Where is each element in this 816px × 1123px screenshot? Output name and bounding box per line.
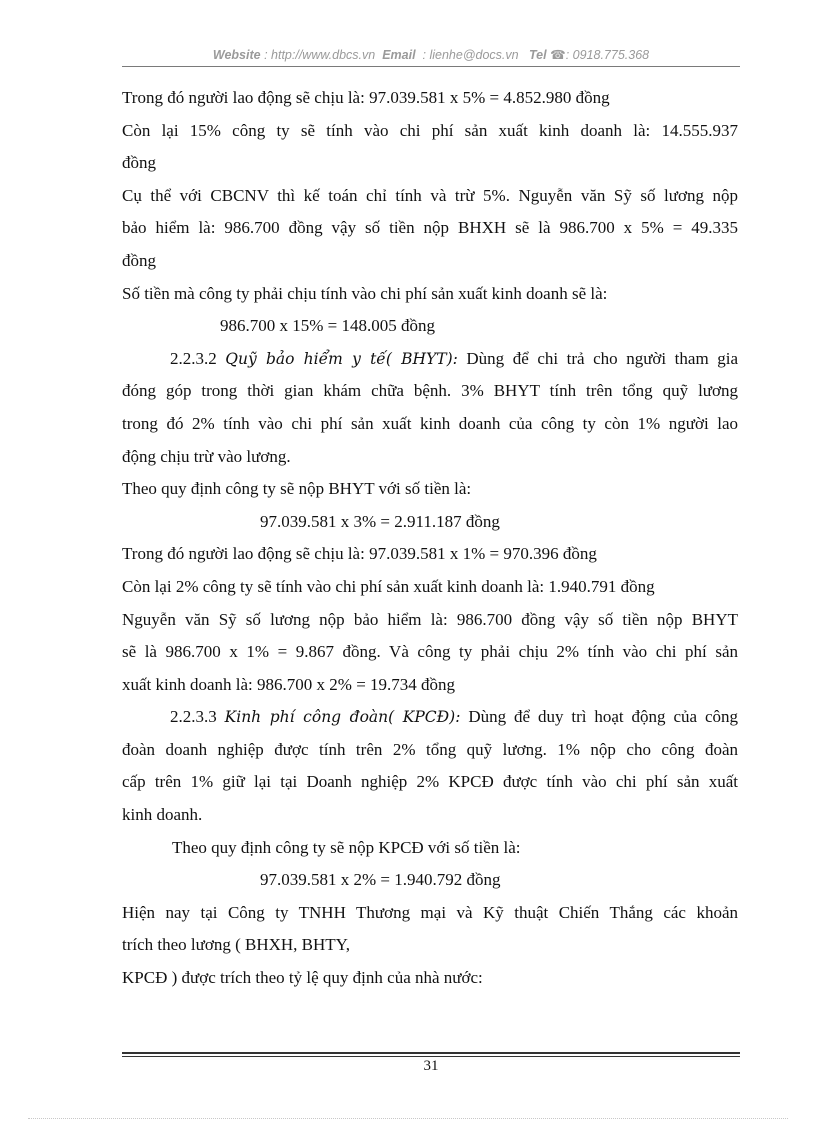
text-line: bảo hiểm là: 986.700 đồng vậy số tiền nộp BHXH sẽ là 986.700 x 5% = 49.335: [122, 218, 738, 238]
text-line: Theo quy định công ty sẽ nộp KPCĐ với số tiền là:: [172, 837, 521, 857]
section-heading-line: [122, 701, 738, 734]
text-line: sẽ là 986.700 x 1% = 9.867 đồng. Và công ty phải chịu 2% tính vào chi phí sản: [122, 642, 738, 662]
website-label: Website: [212, 48, 261, 62]
email-address: : lienhe@docs.vn: [422, 48, 519, 62]
phone-icon: ☎: [550, 48, 566, 62]
calculation-line: 97.039.581 x 2% = 1.940.792 đồng: [260, 870, 501, 890]
section-text: Dùng để chi trả cho người tham gia: [466, 348, 738, 368]
text-line: động chịu trừ vào lương.: [122, 446, 291, 466]
text-line: Theo quy định công ty sẽ nộp BHYT với số tiền là:: [122, 479, 472, 499]
text-line: trong đó 2% tính vào chi phí sản xuất kinh doanh của công ty còn 1% người lao: [122, 413, 738, 433]
text-line: Trong đó người lao động sẽ chịu là: 97.039.581 x 1% = 970.396 đồng: [122, 544, 597, 564]
text-line: đoàn doanh nghiệp được tính trên 2% tổng quỹ lương. 1% nộp cho công đoàn: [122, 739, 738, 759]
text-line: Còn lại 2% công ty sẽ tính vào chi phí sản xuất kinh doanh là: 1.940.791 đồng: [122, 576, 655, 596]
text-line: đồng: [122, 250, 156, 270]
text-line: đóng góp trong thời gian khám chữa bệnh. 3% BHYT tính trên tổng quỹ lương: [122, 381, 738, 401]
text-line: Cụ thể với CBCNV thì kế toán chỉ tính và trừ 5%. Nguyễn văn Sỹ số lương nộp: [122, 185, 738, 205]
section-title: Kinh phí công đoàn( KPCĐ):: [224, 708, 461, 727]
page-header: [122, 47, 740, 62]
text-line: trích theo lương ( BHXH, BHTY,: [122, 935, 351, 955]
text-line: Trong đó người lao động sẽ chịu là: 97.039.581 x 5% = 4.852.980 đồng: [122, 88, 610, 107]
text-line: kinh doanh.: [122, 805, 203, 825]
tel-label: Tel: [529, 48, 547, 62]
tel-number: : 0918.775.368: [565, 48, 650, 62]
document-body: [122, 82, 738, 995]
section-text: Dùng để duy trì hoạt động của công: [468, 707, 738, 727]
calculation-line: 97.039.581 x 3% = 2.911.187 đồng: [260, 511, 500, 531]
calculation-line: 986.700 x 15% = 148.005 đồng: [220, 316, 435, 336]
text-line: đồng: [122, 153, 156, 173]
text-line: cấp trên 1% giữ lại tại Doanh nghiệp 2% KPCĐ được tính vào chi phí sản xuất: [122, 772, 738, 792]
text-line: KPCĐ ) được trích theo tỷ lệ quy định của nhà nước:: [122, 968, 483, 988]
website-url: : http://www.dbcs.vn: [264, 48, 376, 62]
text-line: Hiện nay tại Công ty TNHH Thương mại và Kỹ thuật Chiến Thắng các khoản: [122, 902, 738, 922]
text-line: Nguyễn văn Sỹ số lương nộp bảo hiểm là: 986.700 đồng vậy số tiền nộp BHYT: [122, 609, 738, 629]
text-line: Còn lại 15% công ty sẽ tính vào chi phí sản xuất kinh doanh là: 14.555.937: [122, 120, 738, 140]
text-line: xuất kinh doanh là: 986.700 x 2% = 19.734 đồng: [122, 674, 456, 694]
text-line: Số tiền mà công ty phải chịu tính vào chi phí sản xuất kinh doanh sẽ là:: [122, 283, 608, 303]
footer-divider-thin: [122, 1056, 740, 1057]
email-label: Email: [382, 48, 416, 62]
section-heading-line: [122, 343, 738, 376]
page-number: 31: [423, 1058, 439, 1074]
header-divider: [122, 66, 740, 67]
section-number: 2.2.3.2: [170, 348, 217, 368]
section-number: 2.2.3.3: [170, 707, 217, 727]
section-title: Quỹ bảo hiểm y tế( BHYT):: [225, 349, 458, 368]
footer-divider: [122, 1052, 740, 1054]
page-edge-dots: [28, 1118, 788, 1119]
